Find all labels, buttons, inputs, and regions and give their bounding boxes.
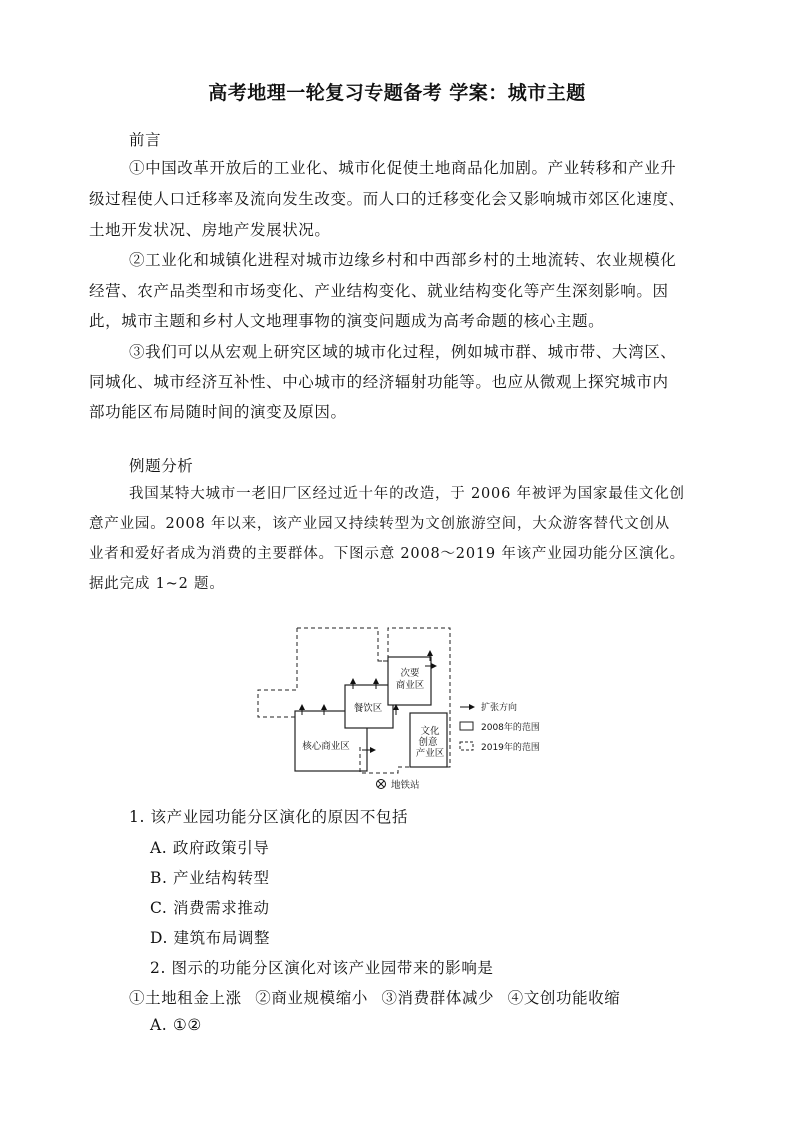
example-line: 意产业园。2008 年以来，该产业园又持续转型为文创旅游空间，大众游客替代文创从 [89, 516, 671, 532]
preface-line: 此，城市主题和乡村人文地理事物的演变问题成为高考命题的核心主题。 [89, 312, 605, 330]
legend-arrow-label: 扩张方向 [481, 703, 518, 713]
question-2-choices: ①土地租金上涨 ②商业规模缩小 ③消费群体减少 ④文创功能收缩 [129, 989, 621, 1007]
zone-label-dining: 餐饮区 [353, 703, 383, 714]
legend-2019-icon [460, 742, 473, 750]
preface-line: 部功能区布局随时间的演变及原因。 [89, 403, 347, 421]
zone-label-culture: 创意 [418, 737, 438, 748]
zone-label-culture: 产业区 [415, 748, 445, 759]
preface-line: ③我们可以从宏观上研究区域的城市化过程，例如城市群、城市带、大湾区、 [129, 343, 677, 361]
preface-line: 同城化、城市经济互补性、中心城市的经济辐射功能等。也应从微观上探究城市内 [89, 373, 669, 391]
example-line: 据此完成 1~2 题。 [89, 576, 225, 592]
question-1-option: D. 建筑布局调整 [150, 929, 271, 947]
legend [460, 701, 540, 753]
question-1-option: B. 产业结构转型 [150, 869, 270, 887]
question-2-option: A. ①② [150, 1016, 202, 1034]
legend-2008-label: 2008年的范围 [481, 723, 540, 733]
example-line: 业者和爱好者成为消费的主要群体。下图示意 2008～2019 年该产业园功能分区演化。 [89, 546, 685, 562]
zone-evolution-diagram [250, 625, 550, 795]
preface-heading: 前言 [129, 131, 162, 149]
zone-label-secondary: 次要 [400, 668, 420, 679]
example-line: 我国某特大城市一老旧厂区经过近十年的改造，于 2006 年被评为国家最佳文化创 [129, 486, 685, 502]
page-title: 高考地理一轮复习专题备考 学案：城市主题 [208, 82, 586, 104]
question-1-stem: 1. 该产业园功能分区演化的原因不包括 [129, 808, 409, 826]
zone-label-core: 核心商业区 [302, 741, 350, 752]
legend-2019-label: 2019年的范围 [481, 743, 540, 753]
metro-station-label: 地铁站 [391, 780, 420, 791]
zone-label-culture: 文化 [420, 726, 440, 737]
example-heading: 例题分析 [129, 457, 194, 475]
preface-line: 级过程使人口迁移率及流向发生改变。而人口的迁移变化会又影响城市郊区化速度、 [89, 190, 685, 208]
preface-line: 经营、农产品类型和市场变化、产业结构变化、就业结构变化等产生深刻影响。因 [89, 282, 669, 300]
preface-line: ②工业化和城镇化进程对城市边缘乡村和中西部乡村的土地流转、农业规模化 [129, 251, 677, 269]
zone-label-secondary: 商业区 [395, 680, 425, 691]
preface-line: ①中国改革开放后的工业化、城市化促使土地商品化加剧。产业转移和产业升 [129, 159, 677, 177]
question-1-option: C. 消费需求推动 [150, 899, 270, 917]
metro-station [377, 779, 421, 791]
question-1-option: A. 政府政策引导 [150, 839, 270, 857]
legend-2008-icon [460, 722, 473, 730]
preface-line: 土地开发状况、房地产发展状况。 [89, 221, 331, 239]
question-2-stem: 2. 图示的功能分区演化对该产业园带来的影响是 [150, 959, 494, 977]
